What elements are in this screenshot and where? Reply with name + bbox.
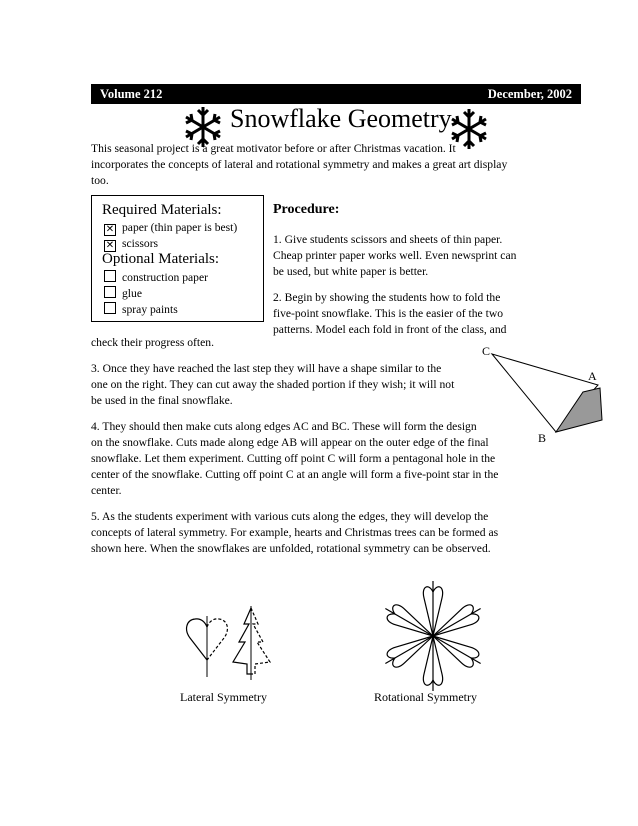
step-line: be used in the final snowflake. (91, 394, 233, 407)
heart-shape (187, 616, 228, 677)
step-line: one on the right. They can cut away the shaded portion if they wish; it will not (91, 378, 455, 391)
tree-shape (233, 606, 270, 680)
step-line: shown here. When the snowflakes are unfolded, rotational symmetry can be observed. (91, 542, 491, 555)
intro-line: incorporates the concepts of lateral and rotational symmetry and makes a great art display (91, 158, 508, 171)
step-line: 5. As the students experiment with various cuts along the edges, they will develop the (91, 510, 489, 523)
step-line: concepts of lateral symmetry. For example, hearts and Christmas trees can be formed as (91, 526, 499, 539)
list-item: ✕ scissors (105, 237, 159, 251)
lateral-symmetry-figure (182, 602, 282, 682)
checked-box-icon: ✕ (105, 240, 115, 251)
step-line: 1. Give students scissors and sheets of thin paper. (273, 233, 503, 246)
checkbox-icon (104, 286, 116, 298)
materials-box (91, 195, 264, 322)
step-line: Cheap printer paper works well. Even newsprint can (273, 249, 517, 262)
step-line: center of the snowflake. Cutting off point C at an angle will form a five-point star in the (91, 468, 499, 481)
step-line: 2. Begin by showing the students how to fold the (273, 291, 501, 304)
step-line: check their progress often. (91, 336, 214, 349)
list-item: glue (104, 286, 142, 300)
rotational-symmetry-figure (375, 578, 491, 694)
list-item: spray paints (104, 302, 178, 316)
step-line: five-point snowflake. This is the easier of the two (273, 307, 503, 320)
page-title: Snowflake Geometry (230, 104, 452, 133)
volume-label: Volume 212 (100, 87, 163, 101)
date-label: December, 2002 (487, 87, 572, 101)
intro-line: too. (91, 174, 109, 187)
intro-line: This seasonal project is a great motivator before or after Christmas vacation. It (91, 142, 456, 155)
step-line: patterns. Model each fold in front of the class, and (273, 323, 507, 336)
step-line: 3. Once they have reached the last step they will have a shape similar to the (91, 362, 442, 375)
procedure-heading: Procedure: (273, 202, 340, 217)
step-line: snowflake. Let them experiment. Cutting off point C will form a pentagonal hole in the (91, 452, 496, 465)
list-item: ✕ paper (thin paper is best) (105, 221, 238, 235)
step-line: center. (91, 484, 122, 497)
rotational-caption: Rotational Symmetry (374, 690, 477, 704)
lateral-caption: Lateral Symmetry (180, 690, 267, 704)
step-line: 4. They should then make cuts along edges AC and BC. These will form the design (91, 420, 477, 433)
label-a: A (588, 369, 597, 383)
checked-box-icon: ✕ (105, 224, 115, 235)
list-item: construction paper (104, 270, 208, 284)
label-c: C (482, 344, 491, 358)
folded-triangle-diagram (478, 340, 608, 450)
checkbox-icon (104, 270, 116, 282)
label-b: B (538, 431, 547, 445)
step-line: be used, but white paper is better. (273, 265, 429, 278)
optional-heading: Optional Materials: (102, 251, 220, 267)
required-heading: Required Materials: (102, 202, 222, 218)
step-line: on the snowflake. Cuts made along edge AB will appear on the outer edge of the final (91, 436, 489, 449)
header-banner (91, 84, 581, 104)
checkbox-icon (104, 302, 116, 314)
